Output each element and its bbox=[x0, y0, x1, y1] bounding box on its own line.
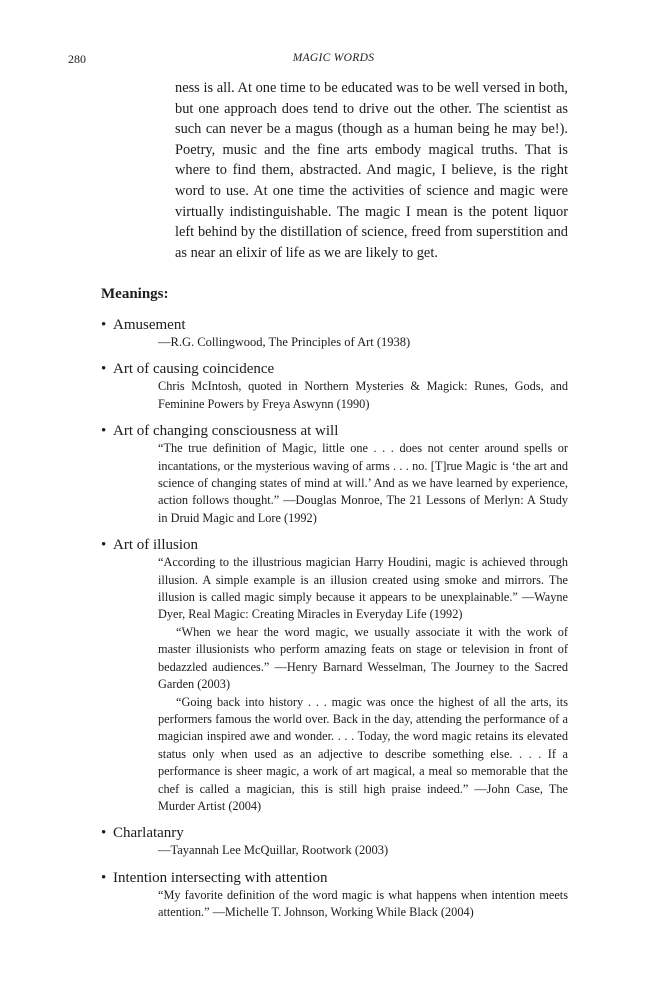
citation: Chris McIntosh, quoted in Northern Mysteries & Magick: Runes, Gods, and Feminine Powers by Freya Aswynn (1990) bbox=[158, 379, 568, 411]
entry-citations bbox=[158, 440, 568, 527]
entry-citations bbox=[158, 378, 568, 413]
entry-term: Art of changing consciousness at will bbox=[113, 423, 339, 440]
list-item bbox=[101, 536, 568, 815]
bullet-icon: • bbox=[101, 317, 107, 333]
entry-term: Art of illusion bbox=[113, 537, 198, 554]
bullet-icon: • bbox=[101, 869, 107, 886]
citation: “According to the illustrious magician Harry Houdini, magic is achieved through illusion. A simple example is an illusion created using smoke and mirrors. The illusion is called magic simply because it appears to be unexplainable.” —Wayne Dyer, Real Magic: Creating Miracles in Everyday Life (1992) bbox=[158, 555, 568, 622]
section-heading: Meanings: bbox=[101, 286, 169, 302]
bullet-icon: • bbox=[101, 537, 107, 554]
citation: “Going back into history . . . magic was once the highest of all the arts, its performers famous the world over. Back in the day, attending the performance of a magician inspired awe and wonder. . . . Today, the word magic retains its elevated status only when used as an adjective to describe something else. . . . If a performance is sheer magic, a work of art magical, a meal so memorable that the chef is called a magician, this is still high praise indeed.” —John Case, The Murder Artist (2004) bbox=[158, 694, 568, 813]
citation: “When we hear the word magic, we usually associate it with the work of master illusionists who perform amazing feats on stage or television in front of bedazzled audiences.” —Henry Barnard Wesselman, The Journey to the Sacred Garden (2003) bbox=[158, 624, 568, 692]
bullet-icon: • bbox=[101, 423, 107, 440]
entry-term: Charlatanry bbox=[113, 825, 184, 842]
bullet-icon: • bbox=[101, 361, 107, 378]
citation: “The true definition of Magic, little one . . . does not center around spells or incantations, or the mysterious waving of arms . . . no. [T]rue Magic is ‘the art and science of changing states of mind at will.’ And as we have learned by experience, action follows thought.” —Douglas Monroe, The 21 Lessons of Merlyn: A Study in Druid Magic and Lore (1992) bbox=[158, 441, 568, 525]
list-item bbox=[101, 869, 568, 922]
list-item bbox=[101, 316, 568, 351]
entry-term: Art of causing coincidence bbox=[113, 361, 275, 378]
page-header bbox=[0, 52, 667, 68]
entry-term: Amusement bbox=[113, 317, 186, 333]
running-title: MAGIC WORDS bbox=[292, 52, 375, 64]
intro-quote bbox=[175, 78, 568, 263]
entry-citations bbox=[158, 842, 568, 859]
entry-citations bbox=[158, 554, 568, 815]
bullet-icon: • bbox=[101, 825, 107, 842]
list-item bbox=[101, 422, 568, 527]
list-item bbox=[101, 360, 568, 413]
meanings-list bbox=[101, 316, 568, 931]
page-number: 280 bbox=[68, 52, 86, 66]
intro-paragraph: ness is all. At one time to be educated was to be well versed in both, but one approach does tend to drive out the other. The scientist as such can never be a magus (though as a human being he may be!). Poetry, music and the fine arts embody magical truths. That is where to find them, abstracted. And magic, I believe, is the right word to use. At one time the activities of science and magic were virtually indistinguishable. The magic I mean is the potent liquor left behind by the distillation of science, freed from superstition and as near an elixir of life as we are likely to get. bbox=[175, 80, 568, 261]
entry-citations bbox=[158, 887, 568, 922]
citation: —Tayannah Lee McQuillar, Rootwork (2003) bbox=[158, 843, 389, 858]
entry-term: Intention intersecting with attention bbox=[113, 869, 328, 886]
list-item bbox=[101, 824, 568, 859]
citation: —R.G. Collingwood, The Principles of Art (1938) bbox=[158, 335, 411, 349]
citation: “My favorite definition of the word magic is what happens when intention meets attention.” —Michelle T. Johnson, Working While Black (2004) bbox=[158, 887, 568, 920]
entry-citations bbox=[158, 334, 568, 351]
